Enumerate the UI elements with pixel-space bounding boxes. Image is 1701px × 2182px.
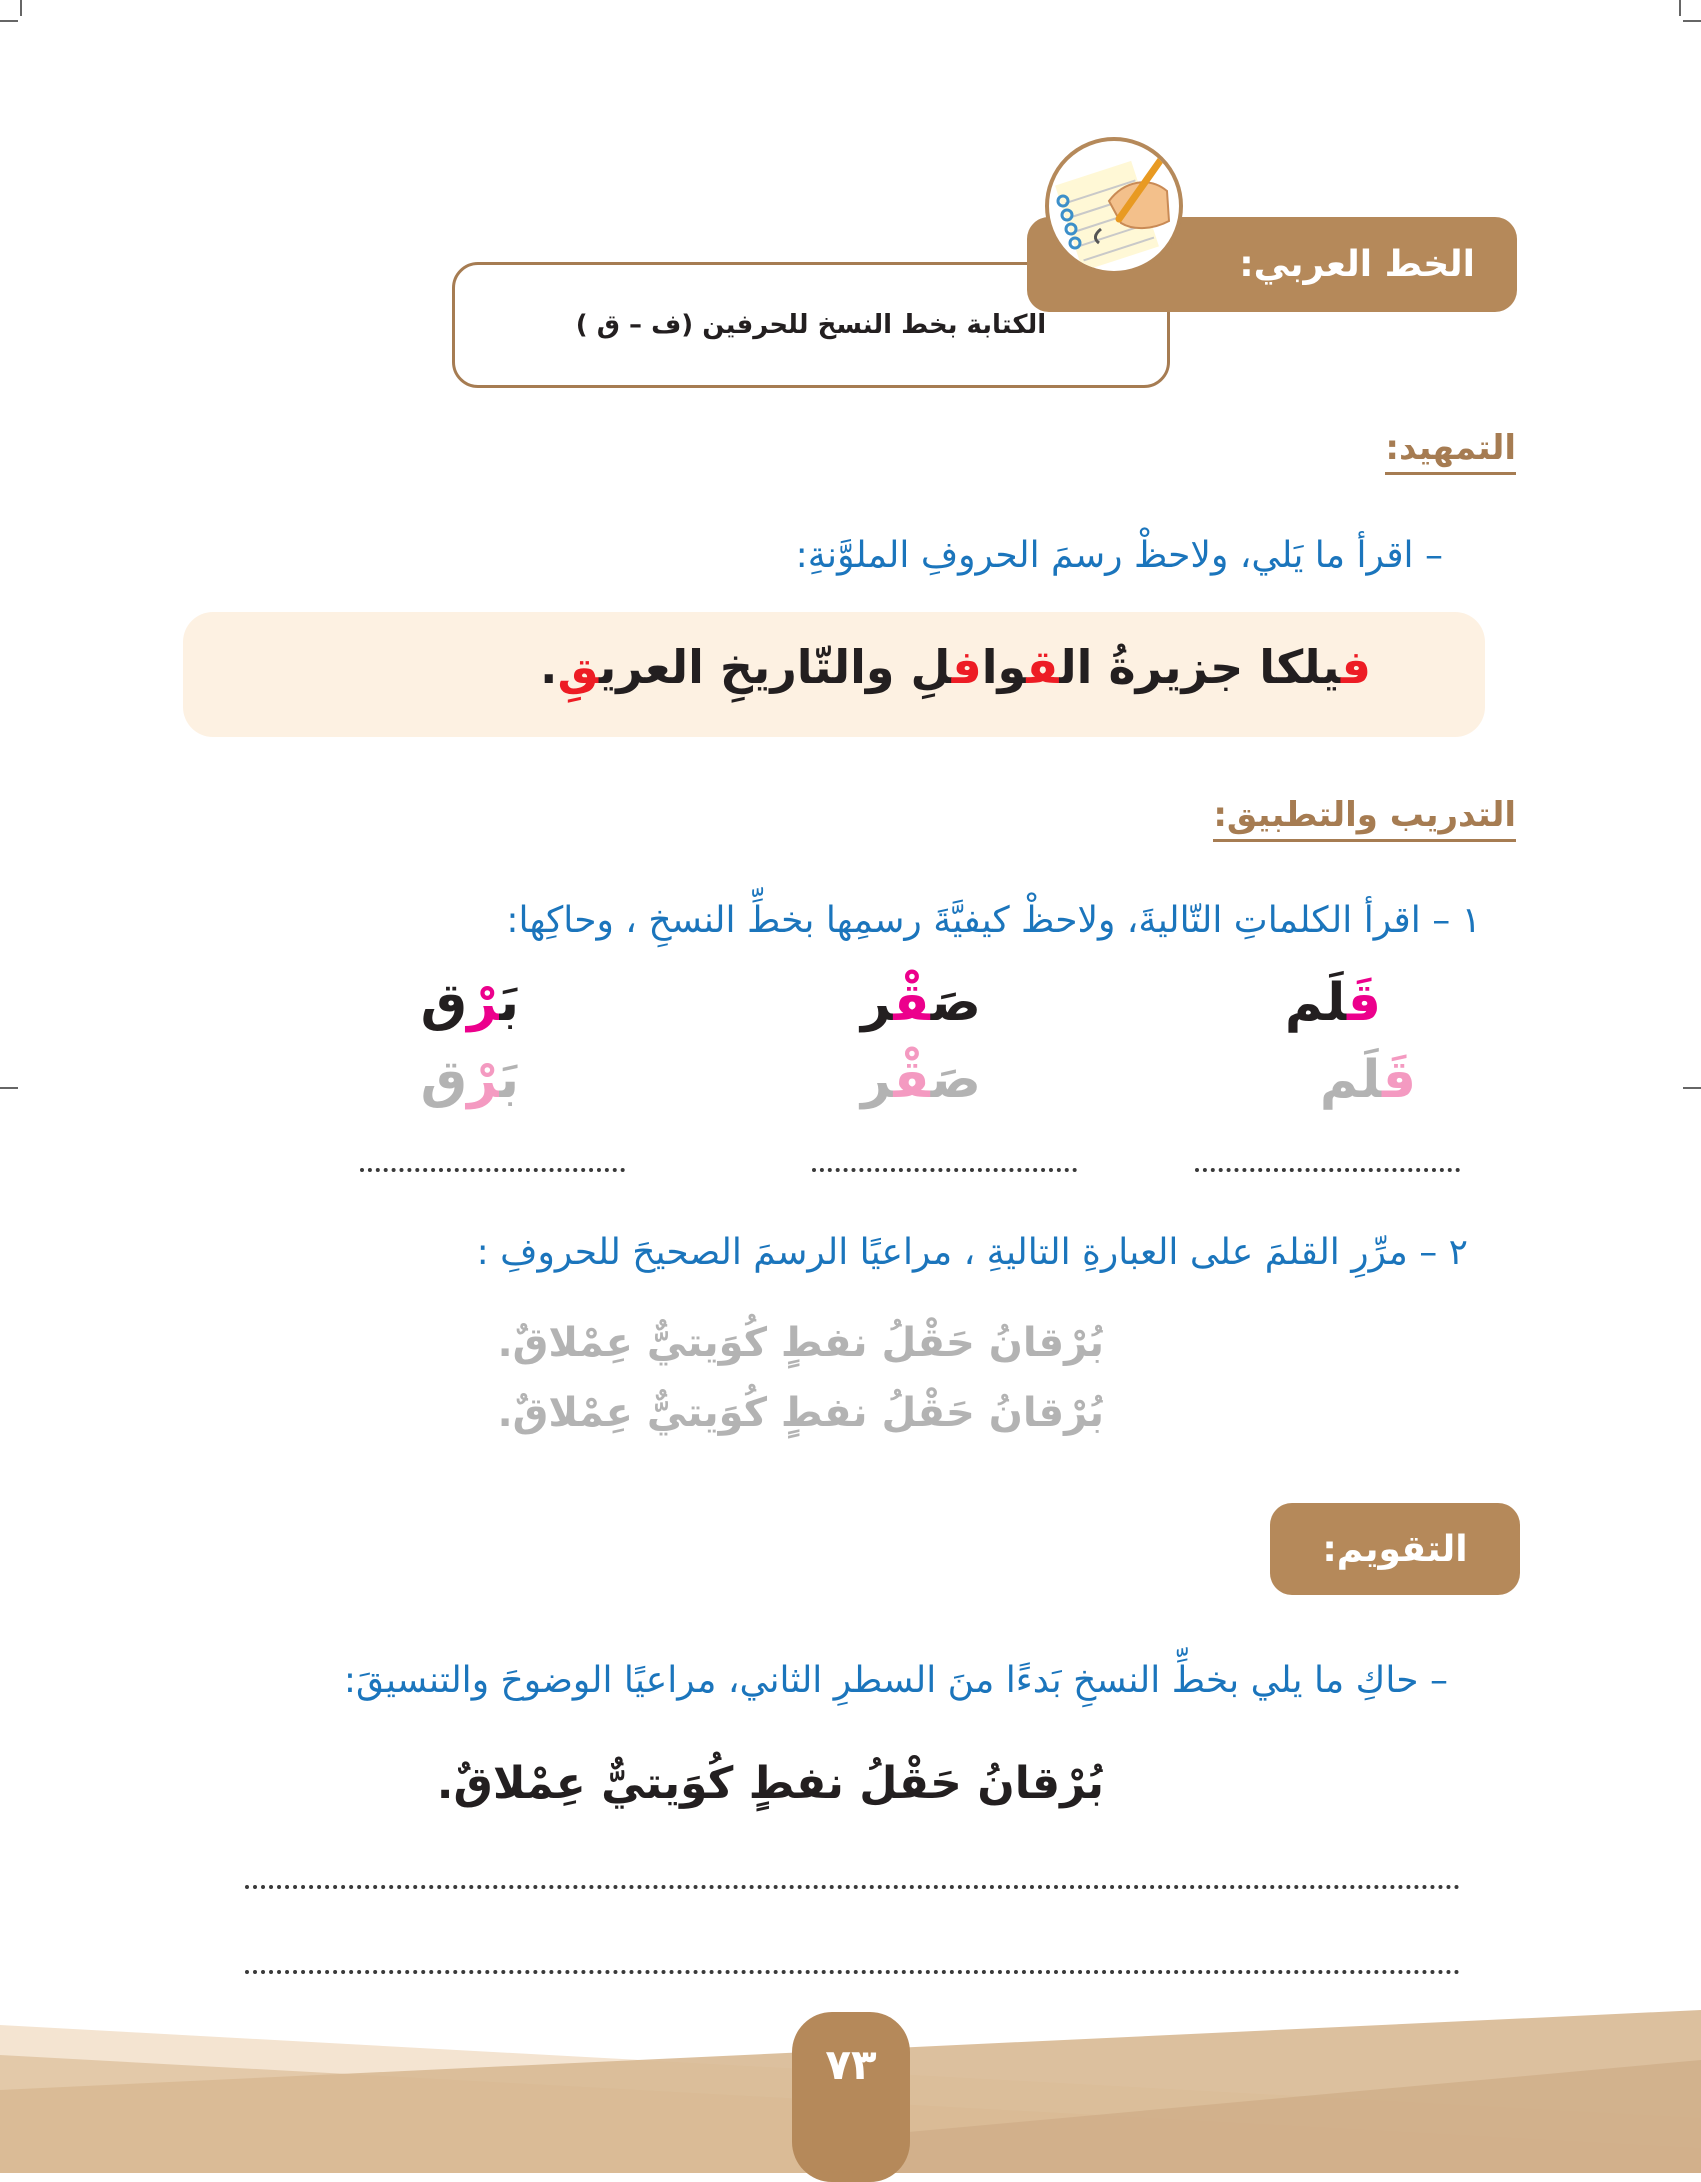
- model-word: قَلَم: [1284, 973, 1381, 1033]
- highlight-letter: ف: [1340, 640, 1371, 694]
- writing-line[interactable]: [812, 1168, 1077, 1172]
- crop-mark: [1683, 1087, 1701, 1089]
- model-word: بَرْق: [420, 973, 519, 1033]
- writing-line[interactable]: [245, 1970, 1460, 1974]
- sentence-part: .: [540, 640, 558, 694]
- lesson-title: الخط العربي:: [1239, 244, 1475, 285]
- evaluation-heading: التقويم:: [1322, 1528, 1468, 1570]
- trace-word: قَلَم: [1319, 1050, 1416, 1110]
- highlighted-sentence: [540, 640, 1371, 694]
- highlight-letter: ف: [951, 640, 982, 694]
- sentence-part: يلكا جزيرةُ ال: [1059, 640, 1341, 694]
- highlight-letter: قِ: [557, 640, 599, 694]
- evaluation-instruction: – حاكِ ما يلي بخطِّ النسخِ بَدءًا منَ السطرِ الثاني، مراعيًا الوضوحَ والتنسيقَ:: [343, 1660, 1448, 1701]
- highlight-letter: ق: [1026, 640, 1060, 694]
- lesson-subtitle: الكتابة بخط النسخ للحرفين (ف – ق ): [575, 310, 1047, 340]
- exercise2-instruction: ٢ – مرِّرِ القلمَ على العبارةِ التاليةِ ، مراعيًا الرسمَ الصحيحَ للحروفِ :: [476, 1232, 1468, 1273]
- writing-line[interactable]: [1195, 1168, 1460, 1172]
- evaluation-phrase: بُرْقانُ حَقْلُ نفطٍ كُوَيتيٌّ عِمْلاقٌ.: [436, 1758, 1104, 1809]
- exercise1-instruction: ١ – اقرأ الكلماتِ التّاليةَ، ولاحظْ كيفيَّةَ رسمِها بخطِّ النسخِ ، وحاكِها:: [506, 900, 1481, 941]
- writing-line[interactable]: [245, 1885, 1460, 1889]
- writing-line[interactable]: [360, 1168, 625, 1172]
- page-number-tab: [792, 2012, 910, 2182]
- trace-word: صَقْر: [860, 1050, 981, 1110]
- trace-word: بَرْق: [420, 1050, 519, 1110]
- crop-mark: [0, 20, 18, 22]
- trace-phrase[interactable]: بُرْقانُ حَقْلُ نفطٍ كُوَيتيٌّ عِمْلاقٌ.: [497, 1390, 1104, 1436]
- crop-mark: [1679, 0, 1681, 16]
- practice-heading: التدريب والتطبيق:: [1213, 795, 1516, 842]
- trace-phrase[interactable]: بُرْقانُ حَقْلُ نفطٍ كُوَيتيٌّ عِمْلاقٌ.: [497, 1320, 1104, 1366]
- intro-heading: التمهيد:: [1385, 428, 1516, 475]
- evaluation-tab: [1270, 1503, 1520, 1595]
- sentence-part: لِ والتّاريخِ العري: [598, 640, 952, 694]
- writing-hand-icon: [1045, 137, 1183, 275]
- crop-mark: [1683, 20, 1701, 22]
- crop-mark: [20, 0, 22, 16]
- model-word: صَقْر: [860, 973, 981, 1033]
- page-number: ٧٣: [825, 2040, 877, 2089]
- intro-instruction: – اقرأ ما يَلي، ولاحظْ رسمَ الحروفِ الملوَّنةِ:: [795, 535, 1443, 576]
- crop-mark: [0, 1087, 18, 1089]
- sentence-part: وا: [981, 640, 1027, 694]
